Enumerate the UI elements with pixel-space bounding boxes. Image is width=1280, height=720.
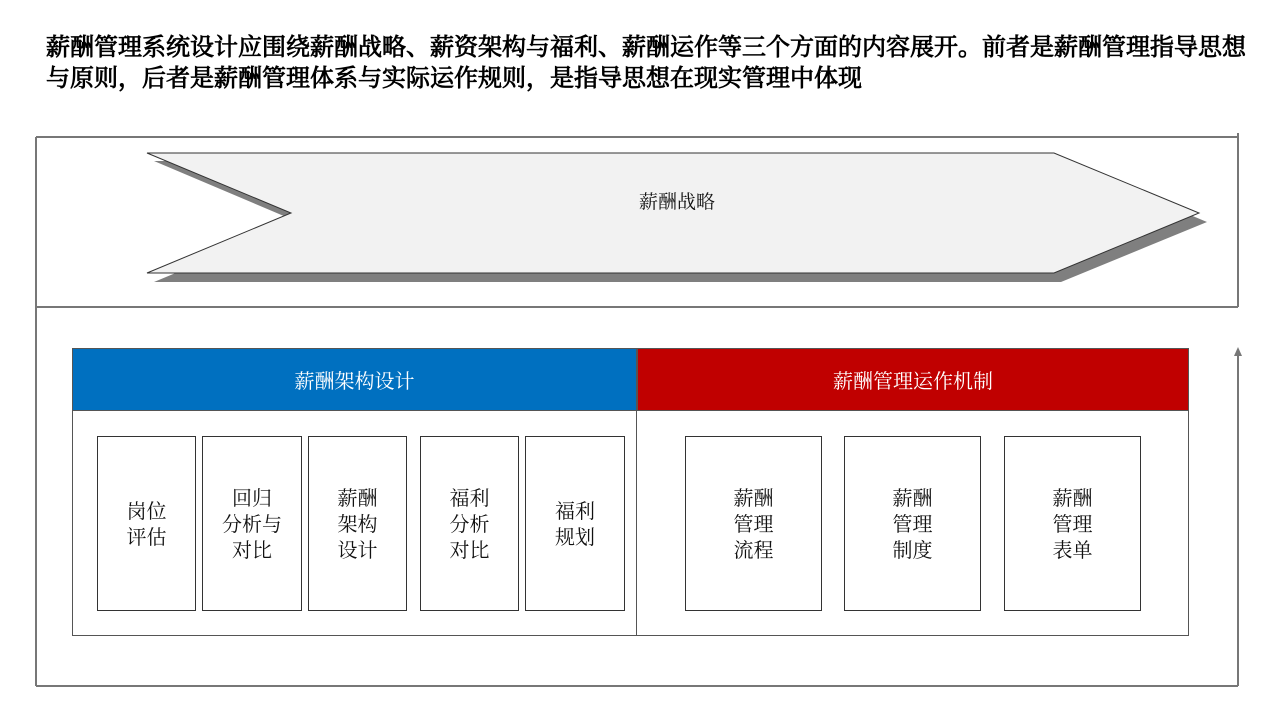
structure-item-pay-structure-design: 薪酬 架构 设计 bbox=[308, 436, 407, 611]
structure-item-benefit-planning: 福利 规划 bbox=[525, 436, 625, 611]
structure-item-regression-analysis: 回归 分析与 对比 bbox=[202, 436, 302, 611]
operation-panel-header: 薪酬管理运作机制 bbox=[637, 348, 1189, 411]
operation-item-policy: 薪酬 管理 制度 bbox=[844, 436, 981, 611]
operation-item-forms: 薪酬 管理 表单 bbox=[1004, 436, 1141, 611]
structure-panel-header: 薪酬架构设计 bbox=[72, 348, 637, 411]
operation-item-process: 薪酬 管理 流程 bbox=[685, 436, 822, 611]
structure-item-job-evaluation: 岗位 评估 bbox=[97, 436, 196, 611]
strategy-label: 薪酬战略 bbox=[638, 191, 715, 213]
structure-item-benefit-analysis: 福利 分析 对比 bbox=[420, 436, 519, 611]
page-title: 薪酬管理系统设计应围绕薪酬战略、薪资架构与福利、薪酬运作等三个方面的内容展开。前者是薪酬管理指导思想与原则，后者是薪酬管理体系与实际运作规则，是指导思想在现实管理中体现 bbox=[46, 33, 1246, 92]
up-arrow-head bbox=[1234, 347, 1242, 356]
